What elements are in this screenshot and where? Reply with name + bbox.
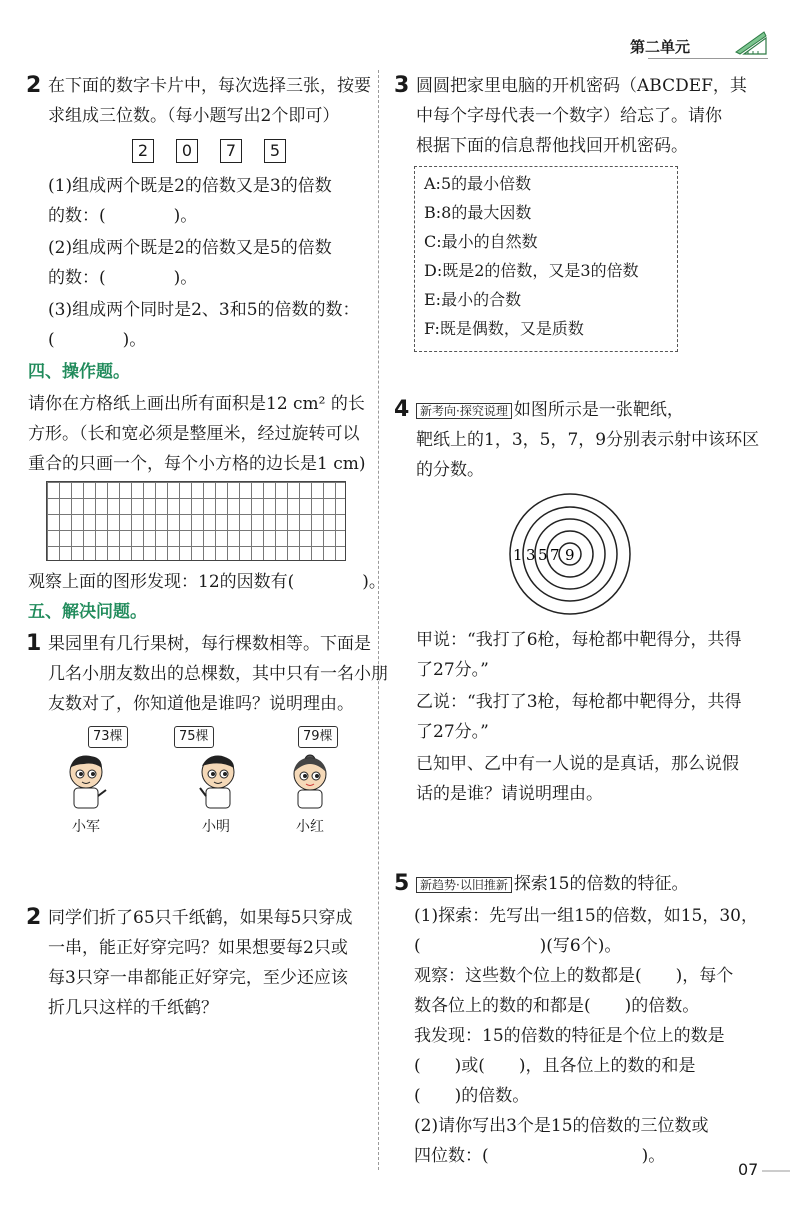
statement-yi: 了27分。” bbox=[416, 722, 489, 742]
question-text: 求组成三位数。（每小题写出2个即可） bbox=[48, 106, 340, 126]
answer-blank-line[interactable]: 观察：这些数个位上的数都是( )，每个 bbox=[414, 966, 734, 986]
question-text: (2)请你写出3个是15的倍数的三位数或 bbox=[414, 1116, 709, 1136]
question-text: 已知甲、乙中有一人说的是真话，那么说假 bbox=[416, 754, 739, 774]
instruction-text: 请你在方格纸上画出所有面积是12 cm² 的长 bbox=[28, 394, 365, 414]
question-text: 友数对了，你知道他是谁吗？说明理由。 bbox=[48, 694, 354, 714]
target-diagram bbox=[508, 492, 632, 616]
statement-jia: 甲说：“我打了6枪，每枪都中靶得分，共得 bbox=[416, 630, 742, 650]
question-text: 果园里有几行果树，每行棵数相等。下面是 bbox=[48, 634, 371, 654]
girl-xiaohong-illustration bbox=[286, 752, 334, 812]
question-text: 的分数。 bbox=[416, 460, 484, 480]
ring-label: 7 bbox=[550, 546, 560, 564]
ring-label: 9 bbox=[565, 546, 575, 564]
clue-item: E:最小的合数 bbox=[424, 290, 522, 309]
digit-card: 2 bbox=[132, 139, 154, 163]
question-number: 2 bbox=[26, 905, 42, 930]
answer-blank-line[interactable]: ( )的倍数。 bbox=[414, 1086, 530, 1106]
count-bubble: 79棵 bbox=[298, 726, 338, 748]
column-divider bbox=[378, 70, 379, 1170]
count-bubble: 73棵 bbox=[88, 726, 128, 748]
kid-name: 小红 bbox=[296, 819, 324, 835]
question-text: 折几只这样的千纸鹤？ bbox=[48, 998, 218, 1018]
question-text-first bbox=[416, 872, 688, 897]
answer-blank-line[interactable]: ( )(写6个)。 bbox=[414, 936, 622, 956]
clue-item: F:既是偶数，又是质数 bbox=[424, 319, 584, 338]
page-number-dash bbox=[762, 1170, 790, 1172]
question-text: 在下面的数字卡片中，每次选择三张，按要 bbox=[48, 76, 371, 96]
count-bubble: 75棵 bbox=[174, 726, 214, 748]
section-title: 四、操作题。 bbox=[28, 362, 130, 382]
question-tag: 新考向·探究说理 bbox=[416, 403, 512, 419]
header-rule bbox=[648, 58, 768, 59]
question-text: 靶纸上的1，3，5，7，9分别表示射中该环区 bbox=[416, 430, 760, 450]
instruction-text: 重合的只画一个，每个小方格的边长是1 cm) bbox=[28, 454, 366, 474]
answer-blank-line[interactable]: 观察上面的图形发现：12的因数有( )。 bbox=[28, 572, 386, 592]
ring-label: 1 bbox=[513, 546, 523, 564]
question-text: 圆圆把家里电脑的开机密码（ABCDEF，其 bbox=[416, 76, 747, 96]
answer-blank-line[interactable]: 的数：( )。 bbox=[48, 206, 198, 226]
boy-xiaoming-illustration bbox=[194, 752, 242, 812]
question-text: (1)探索：先写出一组15的倍数，如15，30， bbox=[414, 906, 758, 926]
answer-blank-line[interactable]: 四位数：( )。 bbox=[414, 1146, 666, 1166]
question-text: 探索15的倍数的特征。 bbox=[513, 874, 689, 894]
question-number: 5 bbox=[394, 871, 410, 896]
instruction-text: 方形。（长和宽必须是整厘米，经过旋转可以 bbox=[28, 424, 360, 444]
unit-title: 第二单元 bbox=[629, 38, 690, 56]
question-text: 我发现：15的倍数的特征是个位上的数是 bbox=[414, 1026, 725, 1046]
question-number: 3 bbox=[394, 73, 410, 98]
ring-label: 5 bbox=[538, 546, 548, 564]
statement-yi: 乙说：“我打了3枪，每枪都中靶得分，共得 bbox=[416, 692, 742, 712]
question-text: 每3只穿一串都能正好穿完，至少还应该 bbox=[48, 968, 348, 988]
clue-item: D:既是2的倍数，又是3的倍数 bbox=[424, 261, 639, 280]
question-text: 同学们折了65只千纸鹤，如果每5只穿成 bbox=[48, 908, 353, 928]
question-number: 1 bbox=[26, 631, 42, 656]
boy-xiaojun-illustration bbox=[64, 752, 112, 812]
digit-card: 7 bbox=[220, 139, 242, 163]
kid-name: 小军 bbox=[72, 819, 100, 835]
answer-blank-line[interactable]: 的数：( )。 bbox=[48, 268, 198, 288]
answer-blank-line[interactable]: ( )或( )，且各位上的数的和是 bbox=[414, 1056, 696, 1076]
ring-label: 3 bbox=[526, 546, 536, 564]
digit-card: 5 bbox=[264, 139, 286, 163]
answer-blank-line[interactable]: 数各位上的数的和都是( )的倍数。 bbox=[414, 996, 700, 1016]
sub-question: (2)组成两个既是2的倍数又是5的倍数 bbox=[48, 238, 332, 258]
sub-question: (3)组成两个同时是2、3和5的倍数的数： bbox=[48, 300, 360, 320]
answer-blank-line[interactable]: ( )。 bbox=[48, 330, 147, 350]
question-text: 根据下面的信息帮他找回开机密码。 bbox=[416, 136, 688, 156]
question-text: 如图所示是一张靶纸， bbox=[513, 400, 684, 420]
page-number: 07 bbox=[738, 1160, 759, 1179]
question-text: 一串，能正好穿完吗？如果想要每2只或 bbox=[48, 938, 348, 958]
question-text: 几名小朋友数出的总棵数，其中只有一名小朋 bbox=[48, 664, 388, 684]
question-text: 中每个字母代表一个数字）给忘了。请你 bbox=[416, 106, 722, 126]
question-text-first bbox=[416, 398, 684, 423]
question-number: 2 bbox=[26, 73, 42, 98]
grid-paper[interactable] bbox=[46, 481, 346, 561]
question-tag: 新趋势·以旧推新 bbox=[416, 877, 512, 893]
question-text: 话的是谁？请说明理由。 bbox=[416, 784, 603, 804]
digit-card: 0 bbox=[176, 139, 198, 163]
clue-item: C:最小的自然数 bbox=[424, 232, 538, 251]
ruler-pencil-icon bbox=[734, 28, 768, 56]
question-number: 4 bbox=[394, 397, 410, 422]
kid-name: 小明 bbox=[202, 819, 230, 835]
clue-item: A:5的最小倍数 bbox=[424, 174, 532, 193]
section-title: 五、解决问题。 bbox=[28, 602, 147, 622]
statement-jia: 了27分。” bbox=[416, 660, 489, 680]
clue-item: B:8的最大因数 bbox=[424, 203, 532, 222]
sub-question: (1)组成两个既是2的倍数又是3的倍数 bbox=[48, 176, 332, 196]
